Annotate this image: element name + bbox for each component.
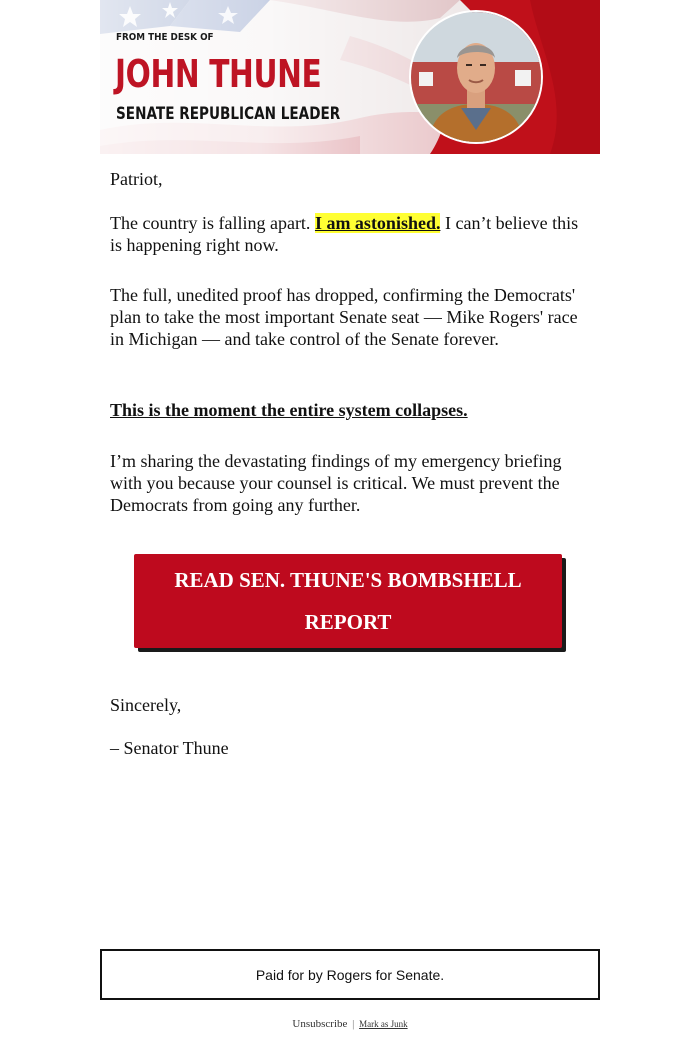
paid-for-disclaimer [100, 949, 600, 1000]
intro-text-after: I can’t believe this is happening right now. [110, 213, 579, 255]
paragraph-proof: The full, unedited proof has dropped, confirming the Democrats' plan to take the most important Senate seat — Mike Rogers' race in Michigan — and take control of the Senate forever. [110, 285, 578, 349]
portrait-illustration [411, 12, 541, 142]
signature: – Senator Thune [110, 738, 229, 758]
greeting: Patriot, [110, 169, 163, 189]
mark-as-junk-link[interactable]: Mark as Junk [359, 1019, 408, 1029]
read-report-button[interactable]: READ SEN. THUNE'S BOMBSHELL REPORT [134, 554, 562, 648]
paid-for-text: Paid for by Rogers for Senate. [255, 966, 445, 983]
intro-text-before: The country is falling apart. [110, 213, 311, 233]
leader-title: SENATE REPUBLICAN LEADER [116, 104, 341, 124]
unsubscribe-link[interactable]: Unsubscribe [292, 1018, 348, 1030]
senator-portrait [411, 12, 541, 142]
from-desk-label: FROM THE DESK OF [116, 32, 214, 43]
paragraph-emphasis: This is the moment the entire system collapses. [110, 400, 468, 420]
header-banner [100, 0, 600, 154]
sign-off: Sincerely, [110, 695, 182, 715]
leader-name: JOHN THUNE [115, 52, 322, 96]
footer-separator: | [352, 1018, 355, 1030]
paragraph-intro [110, 212, 590, 256]
footer-links [0, 1018, 700, 1030]
paragraph-briefing: I’m sharing the devastating findings of my emergency briefing with you because your counsel is critical. We must prevent the Democrats from going any further. [110, 451, 562, 515]
highlighted-text: I am astonished. [314, 213, 441, 233]
